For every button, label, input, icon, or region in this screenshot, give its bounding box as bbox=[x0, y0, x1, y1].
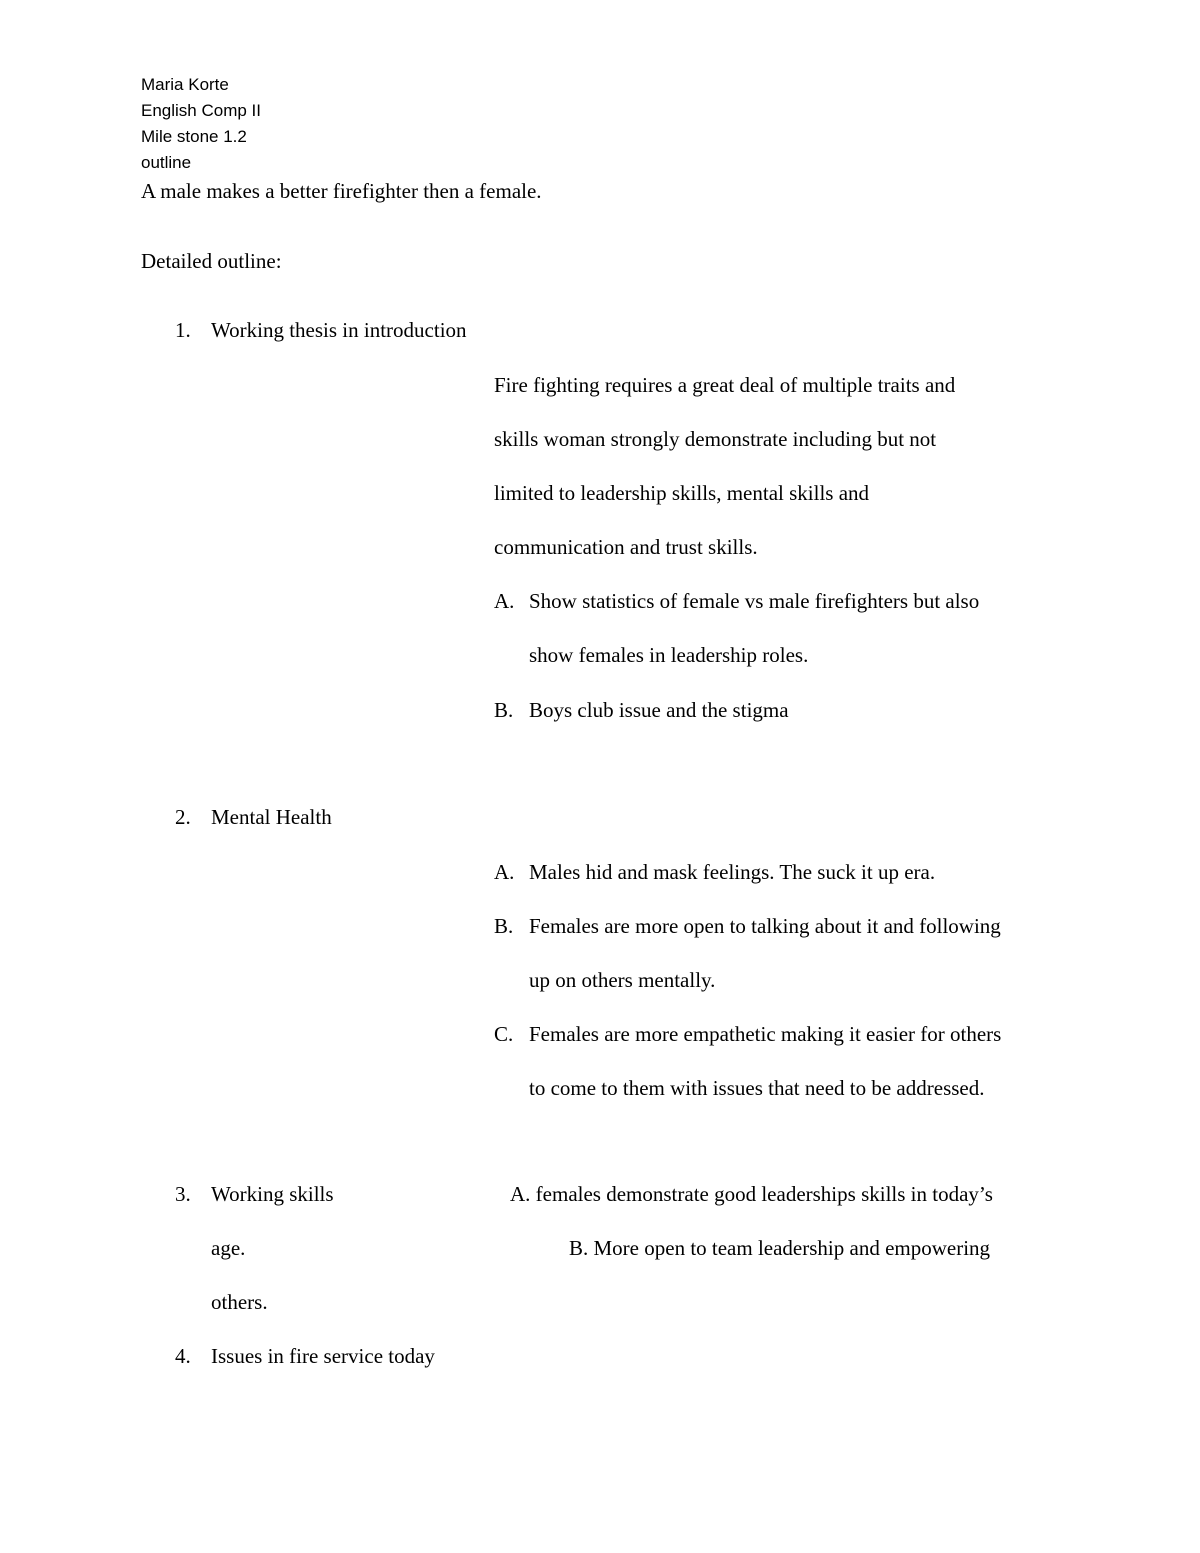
section-4-title: Issues in fire service today bbox=[211, 1344, 435, 1368]
section-2-item-b-line: up on others mentally. bbox=[529, 968, 716, 992]
section-2-item-a-letter: A. bbox=[494, 860, 515, 884]
section-1-item-b-line: Boys club issue and the stigma bbox=[529, 698, 789, 722]
section-2-item-c-line: to come to them with issues that need to be addressed. bbox=[529, 1076, 985, 1100]
section-3-item-a: A. females demonstrate good leaderships skills in today’s bbox=[510, 1182, 993, 1206]
section-1-item-a-line: Show statistics of female vs male firefighters but also bbox=[529, 589, 980, 613]
section-2-item-b-line: Females are more open to talking about it and following bbox=[529, 914, 1001, 938]
section-2-item-b-letter: B. bbox=[494, 914, 514, 938]
section-1-paragraph-line: skills woman strongly demonstrate including but not bbox=[494, 427, 937, 451]
section-1-paragraph-line: communication and trust skills. bbox=[494, 535, 758, 559]
document-type: outline bbox=[141, 153, 192, 172]
section-2-item-a-line: Males hid and mask feelings. The suck it up era. bbox=[529, 860, 936, 884]
author-name: Maria Korte bbox=[141, 75, 229, 94]
section-1-number: 1. bbox=[175, 318, 191, 342]
course-name: English Comp II bbox=[141, 101, 261, 120]
section-2-title: Mental Health bbox=[211, 805, 332, 829]
section-3-continuation: age. bbox=[211, 1236, 246, 1260]
section-2-item-c-letter: C. bbox=[494, 1022, 514, 1046]
section-3-continuation: others. bbox=[211, 1290, 268, 1314]
section-1-title: Working thesis in introduction bbox=[211, 318, 467, 342]
assignment-name: Mile stone 1.2 bbox=[141, 127, 247, 146]
section-1-item-a-line: show females in leadership roles. bbox=[529, 643, 809, 667]
section-2-number: 2. bbox=[175, 805, 191, 829]
section-1-item-b-letter: B. bbox=[494, 698, 514, 722]
section-1-item-a-letter: A. bbox=[494, 589, 515, 613]
section-3-number: 3. bbox=[175, 1182, 191, 1206]
thesis-statement: A male makes a better firefighter then a female. bbox=[141, 179, 542, 203]
section-3-title: Working skills bbox=[211, 1182, 334, 1206]
section-1-paragraph-line: Fire fighting requires a great deal of multiple traits and bbox=[494, 373, 956, 397]
section-3-item-b: B. More open to team leadership and empowering bbox=[569, 1236, 991, 1260]
outline-heading: Detailed outline: bbox=[141, 249, 282, 273]
section-4-number: 4. bbox=[175, 1344, 191, 1368]
section-1-paragraph-line: limited to leadership skills, mental skills and bbox=[494, 481, 870, 505]
section-2-item-c-line: Females are more empathetic making it easier for others bbox=[529, 1022, 1002, 1046]
